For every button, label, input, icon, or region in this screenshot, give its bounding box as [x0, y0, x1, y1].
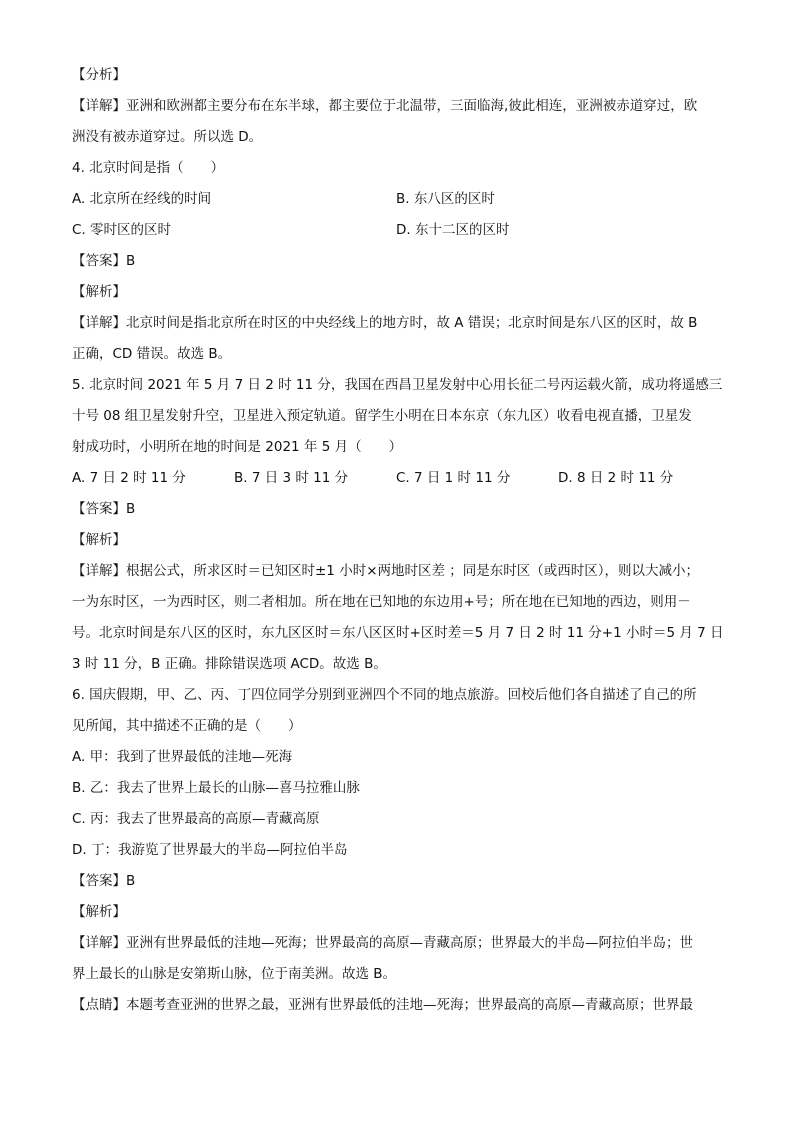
- question-6-stem: 见所闻，其中描述不正确的是（ ）: [72, 718, 302, 734]
- question-4-options-row-2: [72, 215, 722, 246]
- explanation-text: 号。北京时间是东八区的区时，东九区区时＝东八区区时+区时差＝5 月 7 日 2 时 11 分+1 小时＝5 月 7 日: [72, 625, 724, 641]
- analysis-heading: 【解析】: [72, 904, 126, 920]
- explanation-text: 一为东时区，一为西时区，则二者相加。所在地在已知地的东边用+号；所在地在已知地的西边，则用－: [72, 594, 691, 610]
- analysis-heading: 【解析】: [72, 532, 126, 548]
- answer-label: 【答案】B: [72, 253, 136, 269]
- explanation-text: 正确，CD 错误。故选 B。: [72, 346, 232, 362]
- option-b: B. 7 日 3 时 11 分: [234, 470, 349, 486]
- option-b: B. 东八区的区时: [396, 191, 495, 207]
- option-d: D. 8 日 2 时 11 分: [558, 470, 674, 486]
- explanation-text: 【详解】北京时间是指北京所在时区的中央经线上的地方时，故 A 错误；北京时间是东八区的区时，故 B: [72, 315, 698, 331]
- option-c: C. 丙：我去了世界最高的高原—青藏高原: [72, 811, 320, 827]
- question-5-stem: 5. 北京时间 2021 年 5 月 7 日 2 时 11 分，我国在西昌卫星发射中心用长征二号丙运载火箭，成功将遥感三: [72, 377, 723, 393]
- explanation-text: 3 时 11 分，B 正确。排除错误选项 ACD。故选 B。: [72, 656, 387, 672]
- analysis-heading: 【分析】: [72, 67, 126, 83]
- question-4-options-row-1: [72, 184, 722, 215]
- explanation-text: 【详解】亚洲有世界最低的洼地—死海；世界最高的高原—青藏高原；世界最大的半岛—阿拉伯半岛；世: [72, 935, 693, 951]
- question-5-options: [72, 463, 722, 494]
- option-a: A. 7 日 2 时 11 分: [72, 470, 186, 486]
- explanation-text: 【详解】亚洲和欧洲都主要分布在东半球，都主要位于北温带，三面临海,彼此相连，亚洲被赤道穿过，欧: [72, 98, 698, 114]
- option-b: B. 乙：我去了世界上最长的山脉—喜马拉雅山脉: [72, 780, 360, 796]
- option-a: A. 北京所在经线的时间: [72, 191, 212, 207]
- question-4-stem: 4. 北京时间是指（ ）: [72, 160, 225, 176]
- analysis-heading: 【解析】: [72, 284, 126, 300]
- explanation-text: 【详解】根据公式，所求区时＝已知区时±1 小时×两地时区差 ；同是东时区（或西时区），则以大减小；: [72, 563, 700, 579]
- option-d: D. 丁：我游览了世界最大的半岛—阿拉伯半岛: [72, 842, 348, 858]
- document-page: [72, 60, 722, 1021]
- option-c: C. 7 日 1 时 11 分: [396, 470, 511, 486]
- option-c: C. 零时区的区时: [72, 222, 172, 238]
- explanation-text: 界上最长的山脉是安第斯山脉，位于南美洲。故选 B。: [72, 966, 397, 982]
- option-a: A. 甲：我到了世界最低的洼地—死海: [72, 749, 293, 765]
- option-d: D. 东十二区的区时: [396, 222, 510, 238]
- answer-label: 【答案】B: [72, 873, 136, 889]
- key-point-text: 【点睛】本题考查亚洲的世界之最，亚洲有世界最低的洼地—死海；世界最高的高原—青藏高原；世界最: [72, 997, 693, 1013]
- explanation-text: 洲没有被赤道穿过。所以选 D。: [72, 129, 263, 145]
- question-6-stem: 6. 国庆假期，甲、乙、丙、丁四位同学分别到亚洲四个不同的地点旅游。回校后他们各自描述了自己的所: [72, 687, 697, 703]
- question-5-stem: 射成功时，小明所在地的时间是 2021 年 5 月（ ）: [72, 439, 403, 455]
- answer-label: 【答案】B: [72, 501, 136, 517]
- question-5-stem: 十号 08 组卫星发射升空，卫星进入预定轨道。留学生小明在日本东京（东九区）收看电视直播，卫星发: [72, 408, 692, 424]
